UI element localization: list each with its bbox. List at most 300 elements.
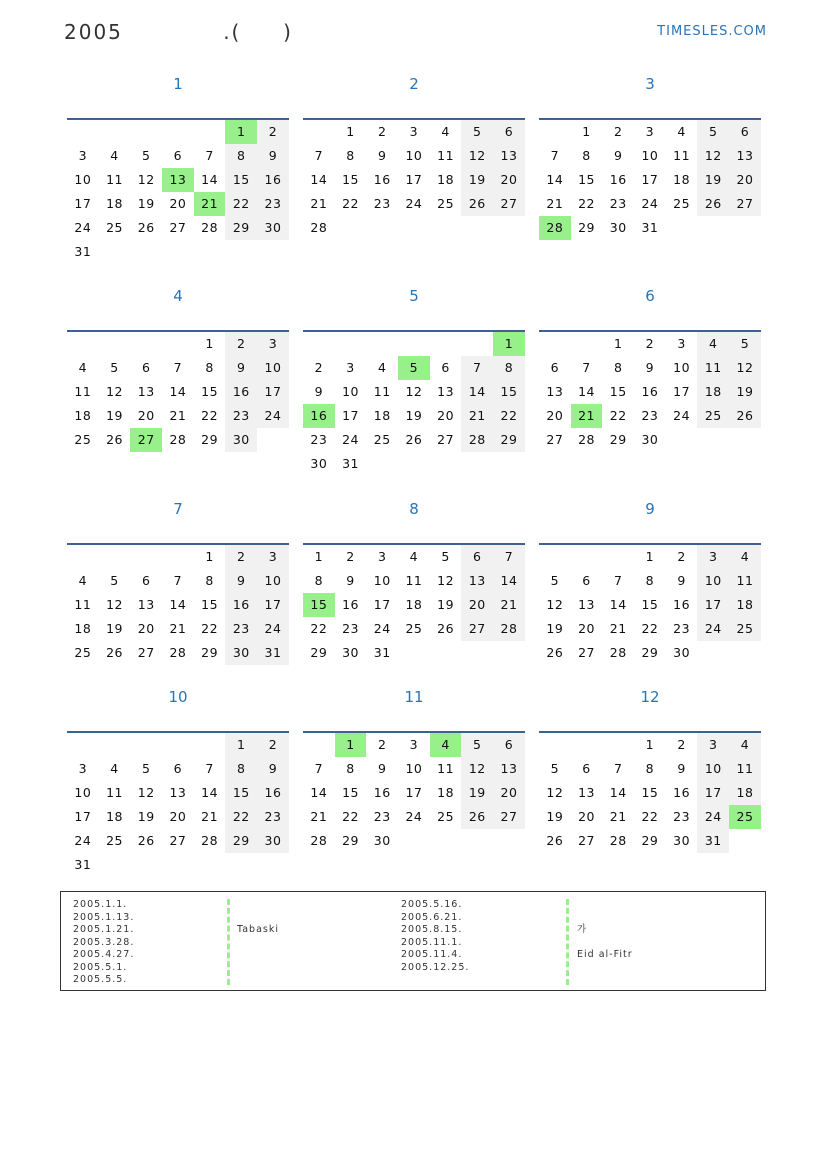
empty-day [303,733,335,757]
calendar-day: 14 [169,384,187,399]
empty-day [539,120,571,144]
calendar-day: 2 [377,737,387,752]
calendar-day: 10 [257,356,289,380]
calendar-day: 7 [205,761,214,776]
calendar-day: 29 [342,833,359,848]
calendar-day: 31 [74,244,92,259]
calendar-day: 13 [578,597,595,612]
calendar-day: 22 [310,621,328,636]
calendar-day: 16 [257,781,289,805]
calendar-day: 17 [257,380,289,404]
calendar-day: 1 [225,733,257,757]
month-title: 3 [645,75,655,93]
calendar-day: 6 [441,360,450,375]
calendar-day: 3 [257,332,289,356]
calendar-day: 25 [437,809,455,824]
calendar-day: 20 [578,809,595,824]
calendar-day: 5 [110,360,119,375]
legend-right-names [577,899,633,974]
calendar-day: 25 [74,432,92,447]
calendar-day: 22 [342,809,359,824]
legend-name: 가 [577,924,588,935]
month-grid [303,733,525,853]
calendar-day: 8 [582,148,591,163]
calendar-day: 20 [461,593,493,617]
calendar-day: 10 [74,785,92,800]
calendar-day: 16 [342,597,359,612]
month-grid [67,120,289,264]
calendar-day: 22 [201,408,219,423]
calendar-day: 3 [697,545,729,569]
calendar-day: 29 [641,645,659,660]
calendar-day: 18 [405,597,423,612]
calendar-day: 18 [106,196,123,211]
calendar-day: 7 [314,148,324,163]
calendar-day: 26 [106,645,123,660]
empty-day [130,733,162,757]
month-grid [539,332,761,452]
month-grid [539,733,761,853]
calendar-day: 23 [310,432,328,447]
month-grid [303,332,525,476]
calendar-day: 26 [106,432,123,447]
calendar-day: 19 [137,809,155,824]
calendar-day: 4 [677,124,686,139]
calendar-day: 20 [137,621,155,636]
empty-day [99,120,131,144]
calendar-day: 15 [609,384,627,399]
calendar-day: 20 [437,408,455,423]
calendar-day: 24 [405,809,423,824]
month-title: 11 [404,688,424,706]
calendar-day: 16 [673,597,691,612]
calendar-day: 27 [437,432,455,447]
calendar-day: 7 [613,573,623,588]
calendar-day: 19 [106,621,123,636]
month-calendar [539,499,761,665]
calendar-day: 13 [493,757,525,781]
legend-date: 2005.12.25. [401,961,470,973]
calendar-day: 11 [729,757,761,781]
calendar-day: 21 [546,196,564,211]
calendar-day: 18 [74,408,92,423]
calendar-day: 2 [645,336,655,351]
empty-day [303,332,335,356]
empty-day [335,332,367,356]
calendar-day: 14 [201,172,219,187]
calendar-day: 14 [201,785,219,800]
calendar-day: 11 [437,148,455,163]
calendar-day: 21 [493,593,525,617]
calendar-day: 7 [550,148,560,163]
calendar-day: 24 [641,196,659,211]
calendar-day: 14 [578,384,595,399]
calendar-day: 28 [169,645,187,660]
calendar-day: 9 [225,569,257,593]
calendar-day: 15 [578,172,595,187]
calendar-day: 4 [78,573,88,588]
holiday-day: 16 [303,404,335,428]
calendar-day: 2 [314,360,324,375]
calendar-day: 13 [137,384,155,399]
calendar-day: 17 [641,172,659,187]
calendar-day: 2 [377,124,387,139]
calendar-day: 13 [546,384,564,399]
calendar-day: 20 [169,809,187,824]
calendar-day: 13 [437,384,455,399]
empty-day [571,545,603,569]
month-calendar [67,74,289,264]
month-grid [303,120,525,240]
empty-day [366,332,398,356]
empty-day [539,332,571,356]
calendar-day: 30 [609,220,627,235]
calendar-day: 8 [645,573,655,588]
calendar-day: 11 [405,573,423,588]
legend-date: 2005.3.28. [73,936,135,948]
calendar-day: 7 [173,360,183,375]
calendar-day: 27 [169,220,187,235]
calendar-day: 19 [546,621,564,636]
calendar-day: 4 [110,148,119,163]
calendar-day: 3 [409,124,419,139]
calendar-day: 11 [74,597,92,612]
calendar-day: 10 [697,757,729,781]
month-calendar [539,74,761,240]
calendar-day: 5 [729,332,761,356]
empty-day [67,733,99,757]
calendar-day: 9 [257,144,289,168]
empty-day [194,733,226,757]
holiday-day: 27 [130,428,162,452]
calendar-day: 1 [314,549,324,564]
calendar-day: 28 [310,833,328,848]
calendar-day: 13 [169,785,187,800]
calendar-day: 11 [74,384,92,399]
calendar-day: 9 [346,573,355,588]
calendar-day: 18 [74,621,92,636]
calendar-day: 20 [137,408,155,423]
calendar-day: 18 [697,380,729,404]
empty-day [539,545,571,569]
calendar-day: 24 [257,404,289,428]
legend-date: 2005.11.4. [401,949,463,960]
legend-divider [227,899,233,985]
calendar-day: 3 [346,360,355,375]
calendar-day: 22 [493,404,525,428]
page-title: 2005 .( ) [64,20,293,44]
calendar-day: 8 [645,761,655,776]
month-calendar [303,74,525,240]
calendar-day: 6 [729,120,761,144]
empty-day [194,120,226,144]
month-grid [539,120,761,240]
calendar-day: 30 [673,645,691,660]
calendar-day: 6 [582,761,591,776]
calendar-day: 27 [169,833,187,848]
calendar-day: 24 [373,621,391,636]
calendar-day: 12 [461,144,493,168]
legend-date: 2005.5.1. [73,961,128,973]
calendar-day: 3 [257,545,289,569]
calendar-day: 27 [493,805,525,829]
calendar-day: 19 [729,380,761,404]
calendar-day: 13 [729,144,761,168]
calendar-day: 23 [673,621,691,636]
calendar-day: 24 [257,617,289,641]
empty-day [162,332,194,356]
calendar-day: 29 [201,645,219,660]
calendar-day: 29 [225,216,257,240]
calendar-day: 14 [169,597,187,612]
legend-name [237,899,279,912]
calendar-day: 22 [609,408,627,423]
month-title: 5 [409,287,419,305]
calendar-day: 26 [461,192,493,216]
calendar-day: 22 [225,805,257,829]
calendar-day: 29 [609,432,627,447]
calendar-day: 23 [373,196,391,211]
calendar-day: 17 [697,593,729,617]
empty-day [602,733,634,757]
month-title: 12 [640,688,660,706]
calendar-day: 7 [582,360,591,375]
calendar-day: 26 [137,220,155,235]
calendar-day: 25 [74,645,92,660]
calendar-day: 26 [137,833,155,848]
legend-date: 2005.6.21. [401,911,463,923]
calendar-day: 12 [697,144,729,168]
calendar-day: 20 [546,408,564,423]
empty-day [162,120,194,144]
calendar-day: 28 [493,617,525,641]
calendar-day: 12 [137,172,155,187]
calendar-day: 13 [493,144,525,168]
month-title: 2 [409,75,419,93]
calendar-day: 8 [225,144,257,168]
calendar-day: 16 [257,168,289,192]
calendar-day: 7 [173,573,183,588]
calendar-day: 31 [697,829,729,853]
calendar-day: 23 [609,196,627,211]
calendar-day: 18 [373,408,391,423]
calendar-day: 6 [173,761,183,776]
empty-day [571,733,603,757]
calendar-day: 3 [697,733,729,757]
calendar-day: 21 [609,621,627,636]
month-grid [539,545,761,665]
calendar-day: 12 [546,597,564,612]
calendar-day: 2 [613,124,623,139]
calendar-day: 15 [641,785,659,800]
calendar-day: 12 [106,597,123,612]
legend-name: Tabaski [237,924,279,935]
calendar-day: 20 [578,621,595,636]
calendar-day: 3 [645,124,655,139]
calendar-day: 17 [697,781,729,805]
calendar-day: 23 [257,192,289,216]
calendar-day: 14 [493,569,525,593]
calendar-day: 9 [613,148,623,163]
calendar-day: 8 [205,573,214,588]
calendar-day: 28 [310,220,328,235]
empty-day [430,332,462,356]
calendar-day: 28 [609,833,627,848]
calendar-day: 15 [201,384,219,399]
legend-name [237,937,279,950]
calendar-day: 15 [342,785,359,800]
legend-divider [566,899,572,985]
calendar-day: 25 [106,220,123,235]
calendar-day: 6 [141,573,151,588]
calendar-day: 26 [405,432,423,447]
calendar-day: 23 [641,408,659,423]
calendar-day: 6 [582,573,591,588]
calendar-day: 15 [342,172,359,187]
calendar-day: 24 [74,833,92,848]
empty-day [571,332,603,356]
empty-day [602,545,634,569]
calendar-day: 19 [437,597,455,612]
calendar-day: 23 [225,617,257,641]
month-calendar [67,687,289,877]
calendar-day: 14 [310,785,328,800]
calendar-day: 1 [613,336,623,351]
calendar-day: 26 [437,621,455,636]
holiday-day: 15 [303,593,335,617]
calendar-day: 9 [677,573,686,588]
calendar-day: 8 [613,360,623,375]
calendar-day: 27 [578,833,595,848]
calendar-day: 19 [461,781,493,805]
calendar-day: 24 [673,408,691,423]
calendar-day: 11 [697,356,729,380]
calendar-day: 1 [582,124,591,139]
empty-day [130,545,162,569]
calendar-day: 29 [225,829,257,853]
calendar-day: 3 [78,761,88,776]
calendar-day: 22 [641,621,659,636]
calendar-day: 10 [673,360,691,375]
brand-logo[interactable]: TIMESLES.COM [657,24,767,39]
calendar-day: 24 [405,196,423,211]
calendar-day: 3 [677,336,686,351]
calendar-day: 5 [141,148,151,163]
calendar-day: 28 [201,220,219,235]
holiday-day: 13 [162,168,194,192]
calendar-day: 9 [377,148,387,163]
calendar-day: 29 [641,833,659,848]
month-grid [67,545,289,665]
calendar-day: 15 [201,597,219,612]
calendar-day: 31 [373,645,391,660]
calendar-day: 30 [310,456,328,471]
calendar-day: 28 [578,432,595,447]
calendar-day: 15 [493,380,525,404]
empty-day [162,545,194,569]
calendar-day: 13 [137,597,155,612]
calendar-day: 10 [373,573,391,588]
month-calendar [67,286,289,452]
legend-date: 2005.1.13. [73,911,135,923]
calendar-day: 29 [578,220,595,235]
calendar-day: 19 [405,408,423,423]
calendar-day: 2 [257,120,289,144]
calendar-day: 8 [346,148,355,163]
calendar-day: 12 [729,356,761,380]
calendar-day: 8 [314,573,324,588]
calendar-day: 15 [641,597,659,612]
calendar-day: 12 [137,785,155,800]
legend-name [577,899,633,912]
empty-day [162,733,194,757]
calendar-day: 17 [257,593,289,617]
calendar-day: 21 [609,809,627,824]
legend-left-dates [73,899,134,987]
calendar-day: 15 [225,168,257,192]
calendar-day: 30 [225,428,257,452]
calendar-day: 25 [673,196,691,211]
month-calendar [303,286,525,476]
calendar-day: 20 [493,781,525,805]
calendar-day: 24 [697,617,729,641]
calendar-day: 15 [225,781,257,805]
calendar-day: 7 [613,761,623,776]
legend-left-names [237,899,279,987]
calendar-day: 31 [641,220,659,235]
legend-name [577,937,633,950]
calendar-day: 13 [461,569,493,593]
calendar-day: 26 [461,805,493,829]
holiday-day: 21 [194,192,226,216]
calendar-day: 14 [461,380,493,404]
calendar-day: 4 [409,549,419,564]
calendar-day: 6 [141,360,151,375]
calendar-day: 30 [257,829,289,853]
calendar-day: 30 [257,216,289,240]
calendar-day: 28 [201,833,219,848]
calendar-day: 29 [310,645,328,660]
calendar-day: 8 [346,761,355,776]
calendar-day: 14 [609,785,627,800]
calendar-day: 19 [137,196,155,211]
empty-day [67,545,99,569]
calendar-day: 5 [441,549,450,564]
calendar-day: 10 [405,148,423,163]
calendar-day: 5 [550,761,560,776]
calendar-day: 8 [205,360,214,375]
calendar-day: 11 [106,172,123,187]
holiday-day: 1 [335,733,367,757]
calendar-day: 27 [729,192,761,216]
calendar-day: 11 [729,569,761,593]
calendar-day: 24 [342,432,359,447]
calendar-day: 12 [437,573,455,588]
empty-day [67,120,99,144]
calendar-day: 4 [377,360,387,375]
calendar-day: 16 [225,593,257,617]
calendar-day: 1 [205,336,214,351]
calendar-day: 27 [578,645,595,660]
legend-name [237,912,279,925]
calendar-day: 27 [546,432,564,447]
holiday-day: 28 [539,216,571,240]
calendar-day: 12 [106,384,123,399]
calendar-day: 22 [225,192,257,216]
calendar-day: 10 [405,761,423,776]
calendar-day: 23 [342,621,359,636]
calendar-day: 18 [673,172,691,187]
